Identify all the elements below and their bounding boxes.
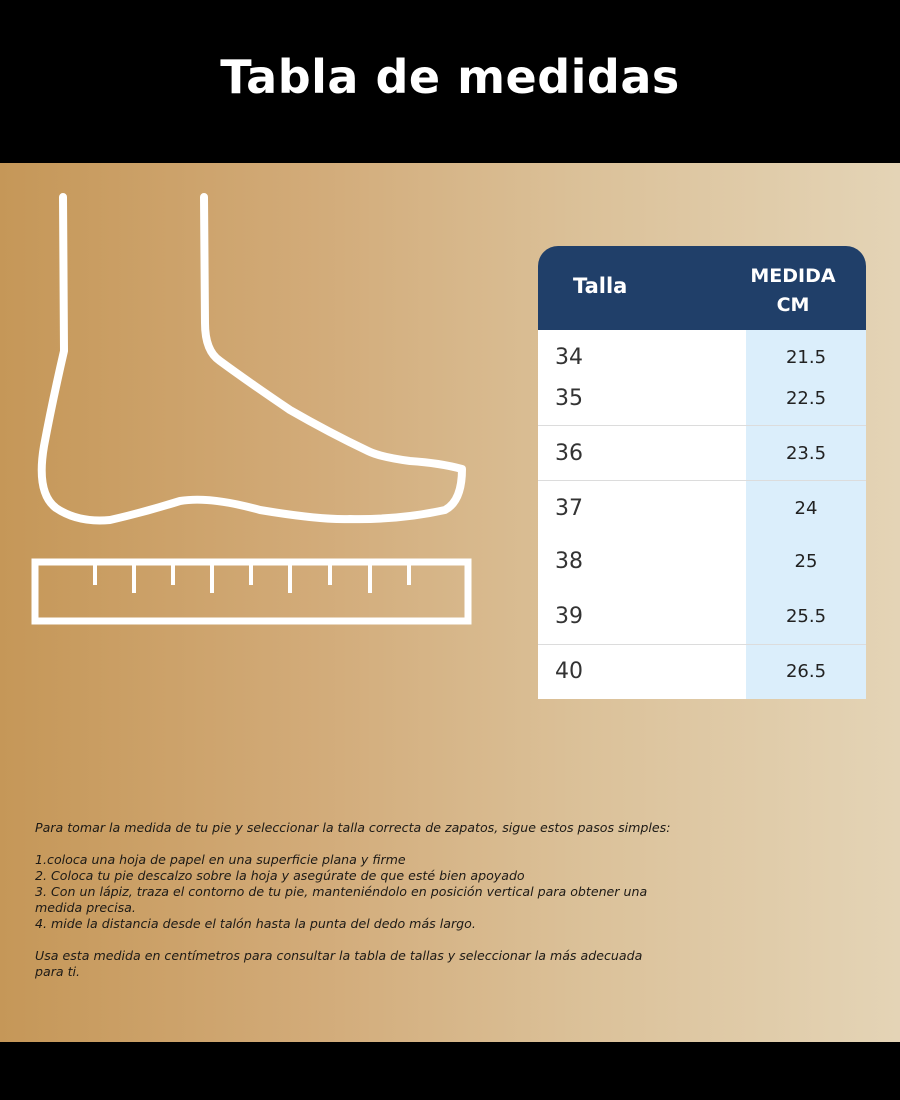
column-header-cm <box>728 262 858 320</box>
foot-outline-icon <box>42 197 462 521</box>
foot-measure-illustration <box>0 163 520 643</box>
instructions-step-2: 2. Coloca tu pie descalzo sobre la hoja y asegúrate de que esté bien apoyado <box>35 868 525 883</box>
table-header <box>538 246 866 330</box>
size-cell: 39 <box>555 604 583 629</box>
instructions-intro: Para tomar la medida de tu pie y seleccionar la talla correcta de zapatos, sigue estos pasos simples: <box>35 820 671 835</box>
cm-cell: 25.5 <box>785 606 827 627</box>
table-body <box>538 330 866 699</box>
footer-bar <box>0 1042 900 1100</box>
instructions-step-1: 1.coloca una hoja de papel en una superficie plana y firme <box>35 852 406 867</box>
size-cell: 34 <box>555 345 583 370</box>
page-title: Tabla de medidas <box>220 49 680 104</box>
content-area <box>0 163 900 1042</box>
instructions-step-3-line2: medida precisa. <box>35 900 136 915</box>
size-cell: 37 <box>555 496 583 521</box>
cm-cell: 26.5 <box>785 661 827 682</box>
instructions-step-4: 4. mide la distancia desde el talón hasta la punta del dedo más largo. <box>35 916 476 931</box>
instructions-outro-line2: para ti. <box>35 964 81 979</box>
row-divider <box>538 480 866 481</box>
column-header-size: Talla <box>573 274 628 298</box>
row-divider <box>538 644 866 645</box>
header-bar <box>0 0 900 163</box>
size-table <box>538 246 866 699</box>
column-header-cm-line2: CM <box>776 294 810 316</box>
instructions-step-3-line1: 3. Con un lápiz, traza el contorno de tu pie, manteniéndolo en posición vertical para obtener una <box>35 884 648 899</box>
instructions-outro-line1: Usa esta medida en centímetros para consultar la tabla de tallas y seleccionar la más adecuada <box>35 948 643 963</box>
cm-cell: 22.5 <box>785 388 827 409</box>
ruler-icon <box>35 562 468 621</box>
size-cell: 40 <box>555 659 583 684</box>
column-header-cm-line1: MEDIDA <box>750 265 836 287</box>
cm-cell: 24 <box>794 498 818 519</box>
size-cell: 35 <box>555 386 583 411</box>
measure-instructions <box>35 820 735 980</box>
cm-cell: 21.5 <box>785 347 827 368</box>
size-cell: 38 <box>555 549 583 574</box>
row-divider <box>538 425 866 426</box>
cm-cell: 25 <box>794 551 818 572</box>
size-cell: 36 <box>555 441 583 466</box>
cm-cell: 23.5 <box>785 443 827 464</box>
